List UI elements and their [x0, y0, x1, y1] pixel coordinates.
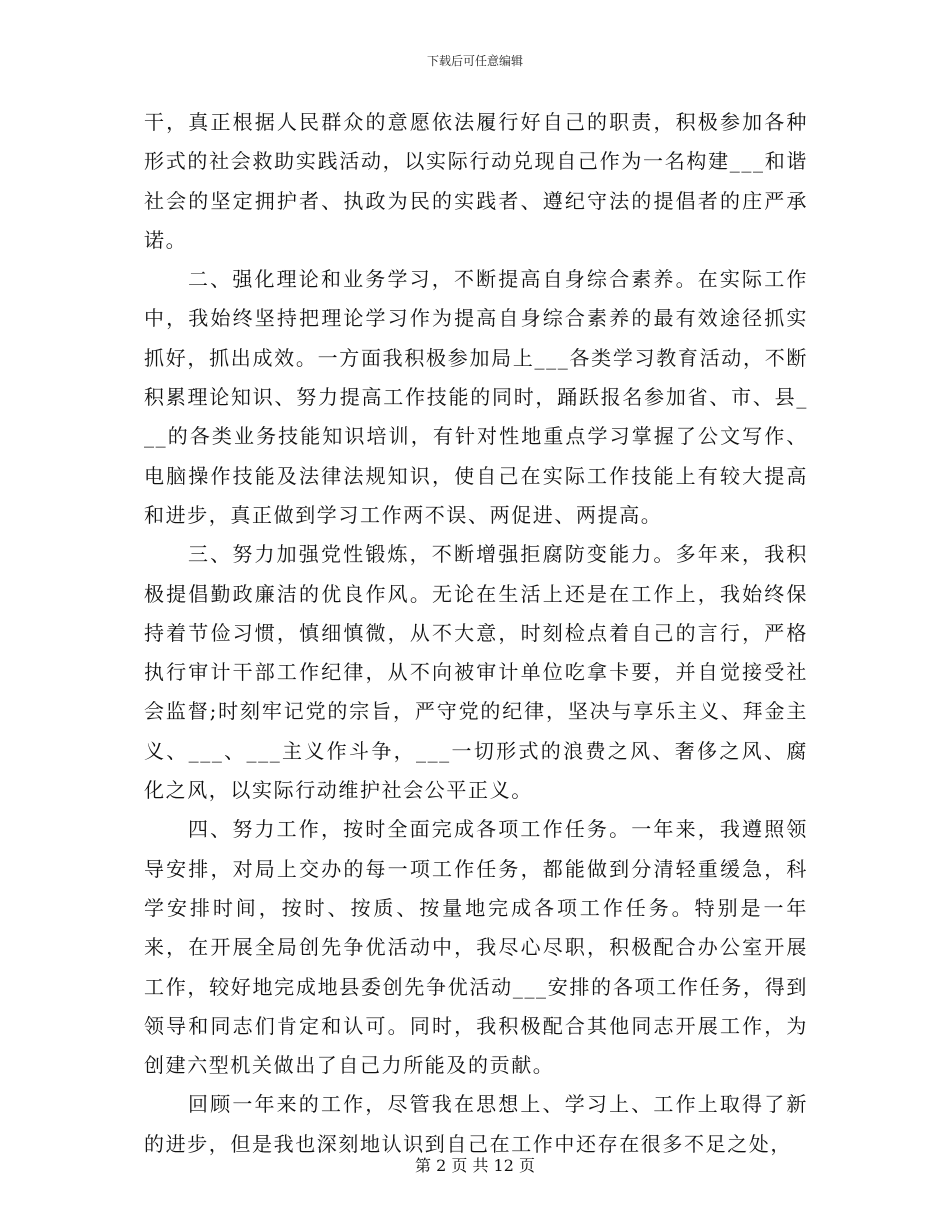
paragraph-1: 干，真正根据人民群众的意愿依法履行好自己的职责，积极参加各种形式的社会救助实践活动，以实际行动兑现自己作为一名构建___和谐社会的坚定拥护者、执政为民的实践者、遵纪守法的提倡者的庄严承诺。 [144, 110, 808, 252]
page-header: 下载后可任意编辑 [426, 54, 523, 68]
document-body [144, 103, 808, 1164]
paragraph-3: 三、努力加强党性锻炼，不断增强拒腐防变能力。多年来，我积极提倡勤政廉洁的优良作风。无论在生活上还是在工作上，我始终保持着节俭习惯，慎细慎微，从不大意，时刻检点着自己的言行，严格执行审计干部工作纪律，从不向被审计单位吃拿卡要，并自觉接受社会监督;时刻牢记党的宗旨，严守党的纪律，坚决与享乐主义、拜金主义、___、___主义作斗争，___一切形式的浪费之风、奢侈之风、腐化之风，以实际行动维护社会公平正义。 [144, 542, 808, 803]
paragraph-5: 回顾一年来的工作，尽管我在思想上、学习上、工作上取得了新的进步，但是我也深刻地认识到自己在工作中还存在很多不足之处， [144, 1092, 808, 1156]
paragraph-4: 四、努力工作，按时全面完成各项工作任务。一年来，我遵照领导安排，对局上交办的每一项工作任务，都能做到分清轻重缓急，科学安排时间，按时、按质、按量地完成各项工作任务。特别是一年来，在开展全局创先争优活动中，我尽心尽职，积极配合办公室开展工作，较好地完成地县委创先争优活动___安排的各项工作任务，得到领导和同志们肯定和认可。同时，我积极配合其他同志开展工作，为创建六型机关做出了自己力所能及的贡献。 [144, 817, 808, 1078]
page-footer: 第 2 页 共 12 页 [415, 1156, 535, 1175]
paragraph-2: 二、强化理论和业务学习，不断提高自身综合素养。在实际工作中，我始终坚持把理论学习作为提高自身综合素养的最有效途径抓实抓好，抓出成效。一方面我积极参加局上___各类学习教育活动，不断积累理论知识、努力提高工作技能的同时，踊跃报名参加省、市、县___的各类业务技能知识培训，有针对性地重点学习掌握了公文写作、电脑操作技能及法律法规知识，使自己在实际工作技能上有较大提高和进步，真正做到学习工作两不误、两促进、两提高。 [144, 267, 808, 527]
